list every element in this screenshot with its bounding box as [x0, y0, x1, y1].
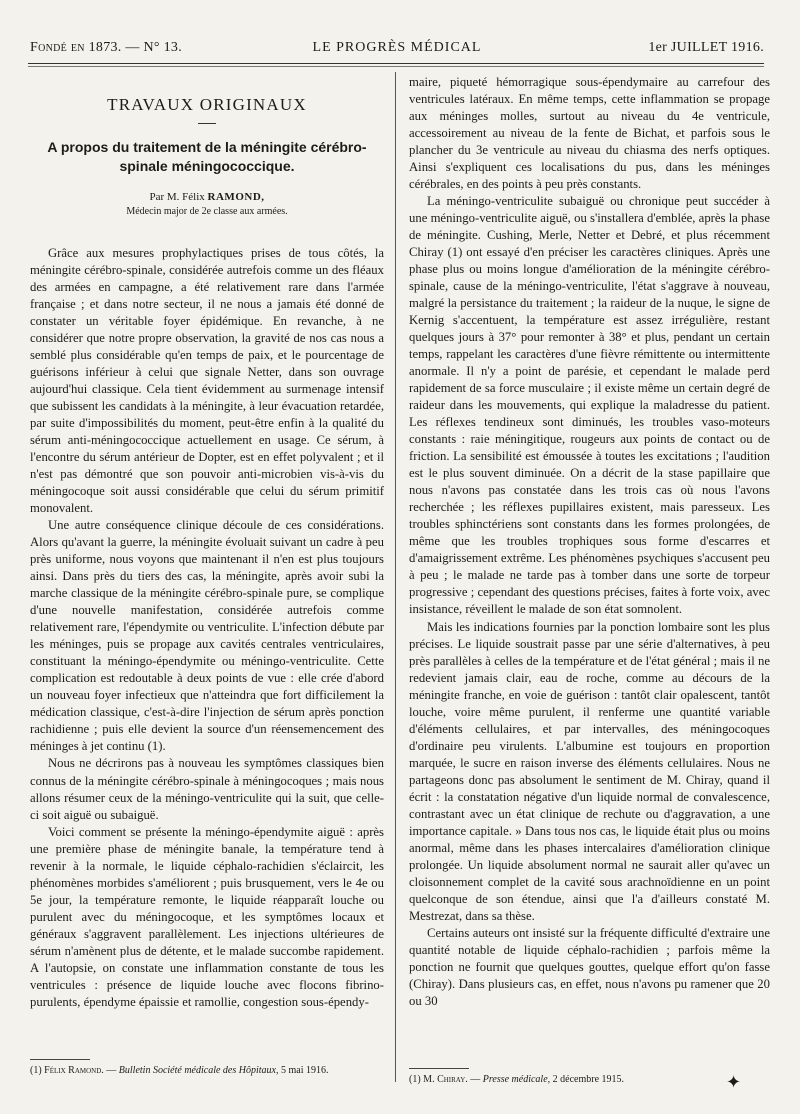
left-footnote — [30, 1051, 384, 1077]
footnote-rule — [409, 1068, 469, 1069]
left-column — [30, 74, 384, 1011]
footnote-author: M. Chiray. — [423, 1074, 468, 1085]
footnote-number: (1) — [409, 1074, 424, 1085]
paragraph: Mais les indications fournies par la ponction lombaire sont les plus précises. Le liquide soustrait passe par une série d'alternatives, à peu près parallèles à celles de la température et de l'état général ; mais il ne redevient jamais clair, eau de roche, comme au décours de la méningite franche, en voie de guérison : tantôt clair opalescent, tantôt louche, voire même purulent, il renferme une quantité variable d'éléments cellulaires, et par intervalles, des méningocoques d'ordinaire peu virulents. L'albumine est toujours en proportion marquée, le sucre en raison inverse des éléments cellulaires. Nous ne partageons donc pas absolument le sentiment de M. Chiray, quand il écrit : la constatation négative d'un liquide normal de convalescence, contrastant avec un état clinique de rechute ou d'aggravation, a une importance capitale. » Dans tous nos cas, le liquide était plus ou moins anormal, même dans les phases intercalaires d'amélioration clinique prolongée. Un liquide absolument normal ne saurait aller qu'avec un cloisonnement complet de la cavité sous arachnoïdienne en un point quelconque de son étendue, ainsi que l'a d'ailleurs constaté M. Mestrezat, dans sa thèse. — [409, 619, 770, 923]
footnote-source: Bulletin Société médicale des Hôpitaux, — [118, 1065, 279, 1076]
paragraph: La méningo-ventriculite subaiguë ou chronique peut succéder à une méningo-ventriculite aiguë, ou s'installera d'emblée, après la phase de méningite. Cushing, Merle, Netter et Debré, et plus récemment Chiray (1) ont essayé d'en préciser les caractères cliniques. Après une phase plus ou moins longue d'amélioration de la méningite cérébro-spinale, cause de la méningo-ventriculite, l'état s'aggrave à nouveau, malgré la persistance du traitement ; la raideur de la nuque, le signe de Kernig s'accentuent, la température est assez irrégulière, restant quelques jours à 37° pour remonter à 38° et plus, pendant un certain temps, rappelant les caractères d'une fièvre rémittente ou intermittente anormale. Il n'y a point de parésie, et cependant le malade perd rapidement de sa force musculaire ; il existe même un certain degré de raideur dans les mouvements, qui explique la maladresse du patient. Les réflexes tendineux sont diminués, les troubles vaso-moteurs constants : raie méningitique, rougeurs aux points de contact ou de friction. La sensibilité est émoussée à toutes les excitations ; l'audition est le plus souvent diminuée. On a décrit de la stase papillaire que nous n'avons pas constatée dans les trois cas où nous l'avons recherchée ; les réflexes pupillaires existent, mais paresseux. Les troubles sphinctériens sont constants dans les formes prolongées, de même que les troubles trophiques sous forme d'escarres et d'amaigrissement extrême. Les phénomènes psychiques s'accusent peu à peu ; le malade ne tarde pas à tomber dans une sorte de torpeur progressive ; cependant des questions précises, faites à forte voix, avec insistance, réveillent le malade de son état somnolent. — [409, 194, 770, 617]
right-footnote — [409, 1060, 770, 1086]
right-column — [409, 74, 770, 1010]
paragraph: maire, piqueté hémorragique sous-épendymaire au carrefour des ventricules latéraux. En même temps, cette inflammation se propage aux méninges molles, surtout au niveau du 4e ventricule, accessoirement au niveau de la fente de Bichat, et parfois sous le plancher du 3e ventricule au niveau du chiasma des nerfs optiques. Ainsi s'expliquent ces localisations du pus, dans les méninges cérébrales, en des points à peu près constants. — [409, 75, 770, 192]
title-rule — [198, 123, 216, 124]
paragraph: Certains auteurs ont insisté sur la fréquente difficulté d'extraire une quantité notable de liquide céphalo-rachidien ; parfois même la ponction ne fournit que quelques gouttes, quelque effort qu'on fasse (Chiray). Dans plusieurs cas, en effet, nous n'avons pu ramener que 20 ou 30 — [409, 925, 770, 1008]
fleuron-ornament-icon: ✦ — [726, 1072, 742, 1092]
paragraph: Grâce aux mesures prophylactiques prises de tous côtés, la méningite cérébro-spinale, considérée autrefois comme un des fléaux des armées en campagne, a été relativement rare dans l'armée française ; et dans notre secteur, il ne nous a jamais été donné de constater un véritable foyer épidémique. En revanche, à ne considérer que notre propre observation, la gravité de nos cas nous a semblé plus considérable qu'en temps de paix, et le pourcentage de guérisons inférieur à celui que signale Netter, dans son ouvrage aujourd'hui classique. Cela tient évidemment au surmenage intensif que subissent les candidats à la méningite, à leur évacuation retardée, par suite d'impossibilités du moment, peut-être enfin à la qualité du sérum anti-méningococcique actuellement en usage. Ce sérum, à l'encontre du sérum antérieur de Dopter, est en effet polyvalent ; et il n'est pas démontré que son pouvoir anti-microbien vis-à-vis du méningocoque soit aussi considérable que celui du sérum primitif monovalent. — [30, 246, 384, 516]
column-divider — [395, 72, 396, 1082]
footnote-text — [409, 1073, 770, 1086]
byline — [30, 190, 384, 205]
section-title: TRAVAUX ORIGINAUX — [107, 95, 307, 114]
footnote-text — [30, 1064, 384, 1077]
footnote-dash: — — [467, 1074, 483, 1085]
paragraph: Voici comment se présente la méningo-épendymite aiguë : après une première phase de méningite banale, la température tend à revenir à la normale, le liquide céphalo-rachidien s'éclaircit, les phénomènes morbides s'améliorent ; puis brusquement, vers le 4e ou 5e jour, la température remonte, le liquide réapparaît louche ou purulent avec du méningocoque, et les symptômes locaux et généraux s'aggravent parallèlement. Les injections ultérieures de sérum n'amènent plus de détente, et le malade succombe rapidement. A l'autopsie, on constate une inflammation constante de tous les ventricules : présence de liquide louche avec flocons fibrino-purulents, épendyme épaissie et ramollie, congestion sous-épendy- — [30, 824, 384, 1009]
article-title: A propos du traitement de la méningite cérébro-spinale méningococcique. — [47, 139, 367, 175]
paragraph: Nous ne décrirons pas à nouveau les symptômes classiques bien connus de la méningite cérébro-spinale à méningocoques ; mais nous allons résumer ceux de la méningo-ventriculite qui la suit, que celle-ci soit aiguë ou subaiguë. — [30, 756, 384, 822]
author-name: RAMOND, — [207, 191, 265, 204]
footnote-source: Presse médicale, — [482, 1074, 551, 1085]
header-rule — [28, 63, 764, 64]
footnote-number: (1) — [30, 1065, 45, 1076]
header-founded-issue: Fondé en 1873. — N° 13. — [30, 40, 182, 55]
header-rule-thin — [28, 66, 764, 67]
footnote-date: 2 décembre 1915. — [550, 1074, 625, 1085]
author-affiliation: Médecin major de 2e classe aux armées. — [126, 206, 288, 218]
byline-prefix: Par M. Félix — [149, 191, 208, 204]
footnote-date: 5 mai 1916. — [278, 1065, 329, 1076]
footnote-author: Félix Ramond. — [44, 1065, 104, 1076]
header-date: 1er JUILLET 1916. — [648, 40, 764, 55]
running-head — [30, 40, 764, 60]
footnote-rule — [30, 1059, 90, 1060]
header-journal-title: LE PROGRÈS MÉDICAL — [312, 40, 482, 55]
paragraph: Une autre conséquence clinique découle de ces considérations. Alors qu'avant la guerre, la méningite évoluait suivant un cadre à peu près uniforme, nous voyons que maintenant il n'en est plus toujours ainsi. Dans près du tiers des cas, la méningite, après avoir subi la marche classique de la méningite cérébro-spinale pure, se complique d'une nouvelle manifestation, considérée autrefois comme relativement rare, l'épendymite ou ventriculite. L'infection débute par les méninges, puis se propage aux cavités centrales ventriculaires, constituant la méningo-épendymite ou méningo-ventriculite. Cette complication est redoutable à deux points de vue : elle crée d'abord un nouveau foyer infectieux que n'atteindra que fort difficilement la médication classique, c'est-à-dire l'injection de sérum après ponction rachidienne ; puis elle devient la source d'un réensemencement des méninges à jet continu (1). — [30, 518, 384, 754]
footnote-dash: — — [103, 1065, 119, 1076]
